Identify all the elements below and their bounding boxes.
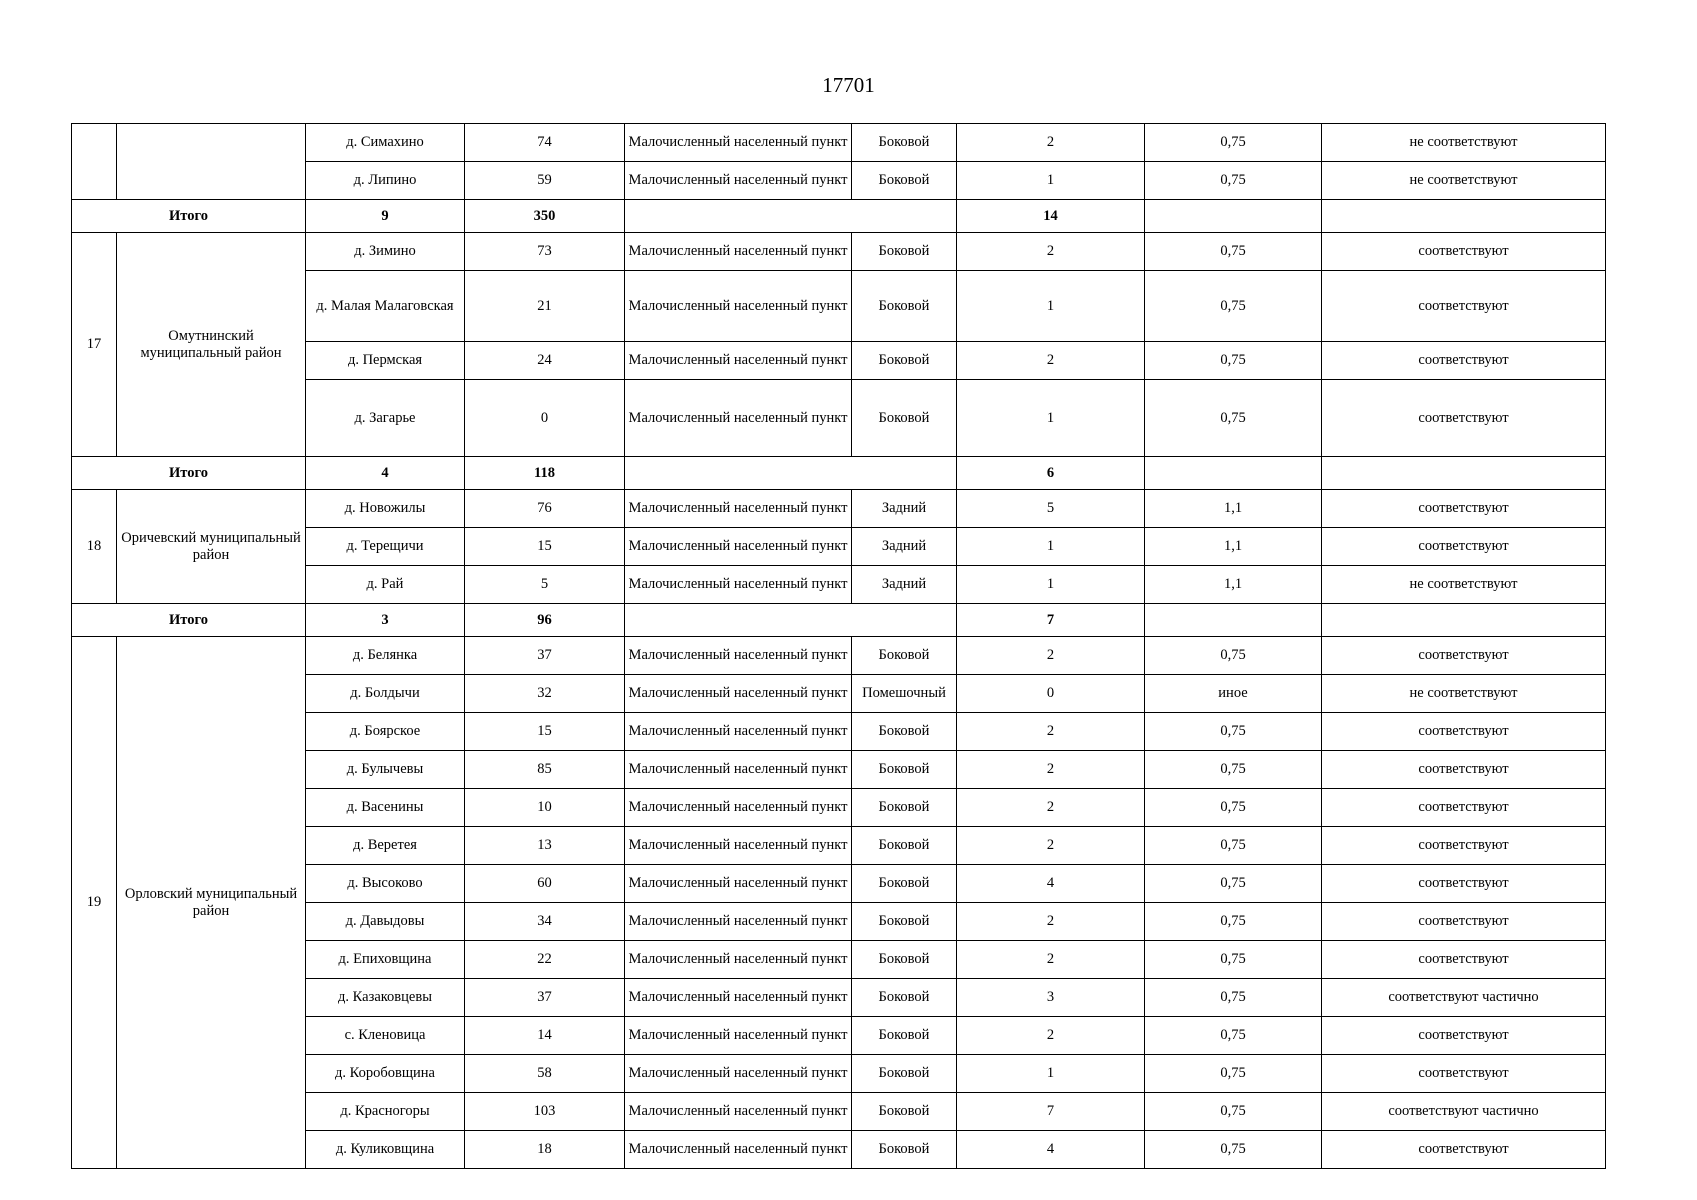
category-cell: Малочисленный населенный пункт [625, 789, 852, 827]
settlement-name: д. Симахино [306, 124, 465, 162]
container-count-cell: 4 [957, 1131, 1145, 1169]
total-count: 6 [957, 457, 1145, 490]
total-empty [1145, 200, 1322, 233]
compliance-cell: соответствуют [1322, 751, 1606, 789]
population-cell: 18 [465, 1131, 625, 1169]
population-cell: 24 [465, 342, 625, 380]
container-type-cell: Боковой [852, 233, 957, 271]
container-volume-cell: 1,1 [1145, 528, 1322, 566]
container-volume-cell: иное [1145, 675, 1322, 713]
population-cell: 76 [465, 490, 625, 528]
container-count-cell: 0 [957, 675, 1145, 713]
container-count-cell: 2 [957, 342, 1145, 380]
container-type-cell: Боковой [852, 1131, 957, 1169]
container-volume-cell: 0,75 [1145, 827, 1322, 865]
settlement-name: д. Терещичи [306, 528, 465, 566]
population-cell: 15 [465, 713, 625, 751]
container-count-cell: 2 [957, 233, 1145, 271]
total-count: 7 [957, 604, 1145, 637]
container-type-cell: Боковой [852, 789, 957, 827]
district-name: Омутнинский муниципальный район [117, 233, 306, 457]
container-volume-cell: 0,75 [1145, 162, 1322, 200]
settlement-name: д. Загарье [306, 380, 465, 457]
container-count-cell: 1 [957, 271, 1145, 342]
total-row [72, 457, 1606, 490]
table-row [72, 233, 1606, 271]
population-cell: 85 [465, 751, 625, 789]
container-type-cell: Боковой [852, 271, 957, 342]
container-type-cell: Боковой [852, 713, 957, 751]
compliance-cell: не соответствуют [1322, 162, 1606, 200]
container-volume-cell: 0,75 [1145, 380, 1322, 457]
total-empty [1145, 457, 1322, 490]
row-number [72, 124, 117, 200]
compliance-cell: соответствуют [1322, 865, 1606, 903]
total-empty [1145, 604, 1322, 637]
container-volume-cell: 0,75 [1145, 233, 1322, 271]
category-cell: Малочисленный населенный пункт [625, 380, 852, 457]
container-type-cell: Боковой [852, 827, 957, 865]
compliance-cell: соответствуют частично [1322, 1093, 1606, 1131]
settlement-name: д. Белянка [306, 637, 465, 675]
row-number: 18 [72, 490, 117, 604]
container-count-cell: 2 [957, 903, 1145, 941]
container-type-cell: Боковой [852, 162, 957, 200]
container-count-cell: 1 [957, 1055, 1145, 1093]
container-count-cell: 2 [957, 1017, 1145, 1055]
population-cell: 5 [465, 566, 625, 604]
container-count-cell: 3 [957, 979, 1145, 1017]
row-number: 19 [72, 637, 117, 1169]
container-volume-cell: 0,75 [1145, 903, 1322, 941]
category-cell: Малочисленный населенный пункт [625, 1055, 852, 1093]
population-cell: 22 [465, 941, 625, 979]
compliance-cell: соответствуют [1322, 1055, 1606, 1093]
category-cell: Малочисленный населенный пункт [625, 233, 852, 271]
compliance-cell: соответствуют [1322, 713, 1606, 751]
settlement-name: д. Пермская [306, 342, 465, 380]
settlement-name: д. Епиховщина [306, 941, 465, 979]
table-row [72, 124, 1606, 162]
container-volume-cell: 1,1 [1145, 566, 1322, 604]
settlement-name: д. Красногоры [306, 1093, 465, 1131]
container-type-cell: Задний [852, 528, 957, 566]
container-volume-cell: 0,75 [1145, 979, 1322, 1017]
container-volume-cell: 0,75 [1145, 789, 1322, 827]
table-row [72, 637, 1606, 675]
population-cell: 103 [465, 1093, 625, 1131]
compliance-cell: соответствуют [1322, 271, 1606, 342]
total-empty [625, 457, 957, 490]
population-cell: 37 [465, 979, 625, 1017]
settlement-name: д. Куликовщина [306, 1131, 465, 1169]
container-volume-cell: 0,75 [1145, 713, 1322, 751]
total-settlements: 4 [306, 457, 465, 490]
population-cell: 60 [465, 865, 625, 903]
category-cell: Малочисленный населенный пункт [625, 271, 852, 342]
population-cell: 14 [465, 1017, 625, 1055]
population-cell: 0 [465, 380, 625, 457]
total-count: 14 [957, 200, 1145, 233]
population-cell: 13 [465, 827, 625, 865]
container-type-cell: Боковой [852, 637, 957, 675]
compliance-cell: не соответствуют [1322, 124, 1606, 162]
category-cell: Малочисленный населенный пункт [625, 528, 852, 566]
container-count-cell: 5 [957, 490, 1145, 528]
category-cell: Малочисленный населенный пункт [625, 979, 852, 1017]
settlement-name: д. Веретея [306, 827, 465, 865]
compliance-cell: соответствуют частично [1322, 979, 1606, 1017]
category-cell: Малочисленный населенный пункт [625, 1131, 852, 1169]
container-type-cell: Боковой [852, 1093, 957, 1131]
container-type-cell: Боковой [852, 342, 957, 380]
compliance-cell: не соответствуют [1322, 566, 1606, 604]
container-volume-cell: 0,75 [1145, 751, 1322, 789]
compliance-cell: соответствуют [1322, 342, 1606, 380]
district-name [117, 124, 306, 200]
container-count-cell: 2 [957, 941, 1145, 979]
settlement-name: д. Булычевы [306, 751, 465, 789]
compliance-cell: соответствуют [1322, 1131, 1606, 1169]
population-cell: 58 [465, 1055, 625, 1093]
settlement-name: д. Давыдовы [306, 903, 465, 941]
container-count-cell: 1 [957, 566, 1145, 604]
total-row [72, 200, 1606, 233]
container-count-cell: 2 [957, 124, 1145, 162]
row-number: 17 [72, 233, 117, 457]
category-cell: Малочисленный населенный пункт [625, 713, 852, 751]
container-type-cell: Боковой [852, 865, 957, 903]
total-population: 96 [465, 604, 625, 637]
container-type-cell: Боковой [852, 751, 957, 789]
compliance-cell: соответствуют [1322, 789, 1606, 827]
settlement-name: д. Болдычи [306, 675, 465, 713]
container-type-cell: Боковой [852, 124, 957, 162]
settlement-name: д. Новожилы [306, 490, 465, 528]
population-cell: 73 [465, 233, 625, 271]
category-cell: Малочисленный населенный пункт [625, 941, 852, 979]
district-name: Оричевский муниципальный район [117, 490, 306, 604]
container-count-cell: 1 [957, 162, 1145, 200]
total-empty [625, 604, 957, 637]
compliance-cell: не соответствуют [1322, 675, 1606, 713]
settlement-name: д. Боярское [306, 713, 465, 751]
population-cell: 74 [465, 124, 625, 162]
container-type-cell: Боковой [852, 1017, 957, 1055]
total-empty [1322, 200, 1606, 233]
district-name: Орловский муниципальный район [117, 637, 306, 1169]
container-count-cell: 1 [957, 528, 1145, 566]
settlement-name: д. Казаковцевы [306, 979, 465, 1017]
population-cell: 34 [465, 903, 625, 941]
compliance-cell: соответствуют [1322, 490, 1606, 528]
container-volume-cell: 0,75 [1145, 1017, 1322, 1055]
total-label: Итого [72, 200, 306, 233]
total-label: Итого [72, 457, 306, 490]
category-cell: Малочисленный населенный пункт [625, 827, 852, 865]
compliance-cell: соответствуют [1322, 528, 1606, 566]
container-count-cell: 2 [957, 827, 1145, 865]
container-type-cell: Задний [852, 566, 957, 604]
page-number: 17701 [822, 73, 875, 97]
container-count-cell: 7 [957, 1093, 1145, 1131]
category-cell: Малочисленный населенный пункт [625, 490, 852, 528]
population-cell: 10 [465, 789, 625, 827]
total-empty [1322, 457, 1606, 490]
total-population: 350 [465, 200, 625, 233]
compliance-cell: соответствуют [1322, 827, 1606, 865]
total-settlements: 9 [306, 200, 465, 233]
settlement-name: д. Липино [306, 162, 465, 200]
category-cell: Малочисленный населенный пункт [625, 675, 852, 713]
category-cell: Малочисленный населенный пункт [625, 566, 852, 604]
container-type-cell: Боковой [852, 903, 957, 941]
settlement-name: д. Зимино [306, 233, 465, 271]
total-row [72, 604, 1606, 637]
settlement-name: д. Коробовщина [306, 1055, 465, 1093]
compliance-cell: соответствуют [1322, 903, 1606, 941]
container-volume-cell: 0,75 [1145, 637, 1322, 675]
table-row [72, 490, 1606, 528]
total-settlements: 3 [306, 604, 465, 637]
compliance-cell: соответствуют [1322, 233, 1606, 271]
category-cell: Малочисленный населенный пункт [625, 637, 852, 675]
category-cell: Малочисленный населенный пункт [625, 1017, 852, 1055]
population-cell: 32 [465, 675, 625, 713]
container-count-cell: 2 [957, 637, 1145, 675]
category-cell: Малочисленный населенный пункт [625, 1093, 852, 1131]
category-cell: Малочисленный населенный пункт [625, 124, 852, 162]
total-population: 118 [465, 457, 625, 490]
settlement-name: д. Высоково [306, 865, 465, 903]
container-count-cell: 1 [957, 380, 1145, 457]
container-volume-cell: 0,75 [1145, 865, 1322, 903]
container-count-cell: 2 [957, 713, 1145, 751]
total-empty [1322, 604, 1606, 637]
container-volume-cell: 0,75 [1145, 1055, 1322, 1093]
container-volume-cell: 0,75 [1145, 941, 1322, 979]
container-type-cell: Боковой [852, 380, 957, 457]
container-volume-cell: 0,75 [1145, 1093, 1322, 1131]
container-type-cell: Задний [852, 490, 957, 528]
settlement-name: д. Малая Малаговская [306, 271, 465, 342]
population-cell: 15 [465, 528, 625, 566]
container-volume-cell: 0,75 [1145, 271, 1322, 342]
container-type-cell: Боковой [852, 979, 957, 1017]
settlement-name: д. Рай [306, 566, 465, 604]
container-count-cell: 4 [957, 865, 1145, 903]
settlements-table [71, 123, 1606, 1169]
compliance-cell: соответствуют [1322, 637, 1606, 675]
category-cell: Малочисленный населенный пункт [625, 903, 852, 941]
population-cell: 59 [465, 162, 625, 200]
container-count-cell: 2 [957, 751, 1145, 789]
category-cell: Малочисленный населенный пункт [625, 162, 852, 200]
container-volume-cell: 0,75 [1145, 342, 1322, 380]
container-volume-cell: 0,75 [1145, 1131, 1322, 1169]
category-cell: Малочисленный населенный пункт [625, 342, 852, 380]
total-label: Итого [72, 604, 306, 637]
compliance-cell: соответствуют [1322, 941, 1606, 979]
total-empty [625, 200, 957, 233]
container-volume-cell: 1,1 [1145, 490, 1322, 528]
compliance-cell: соответствуют [1322, 1017, 1606, 1055]
container-type-cell: Боковой [852, 1055, 957, 1093]
container-type-cell: Помешочный [852, 675, 957, 713]
category-cell: Малочисленный населенный пункт [625, 751, 852, 789]
settlement-name: д. Васенины [306, 789, 465, 827]
container-type-cell: Боковой [852, 941, 957, 979]
table-body [72, 124, 1606, 1169]
compliance-cell: соответствуют [1322, 380, 1606, 457]
population-cell: 37 [465, 637, 625, 675]
category-cell: Малочисленный населенный пункт [625, 865, 852, 903]
container-volume-cell: 0,75 [1145, 124, 1322, 162]
container-count-cell: 2 [957, 789, 1145, 827]
settlement-name: с. Кленовица [306, 1017, 465, 1055]
population-cell: 21 [465, 271, 625, 342]
